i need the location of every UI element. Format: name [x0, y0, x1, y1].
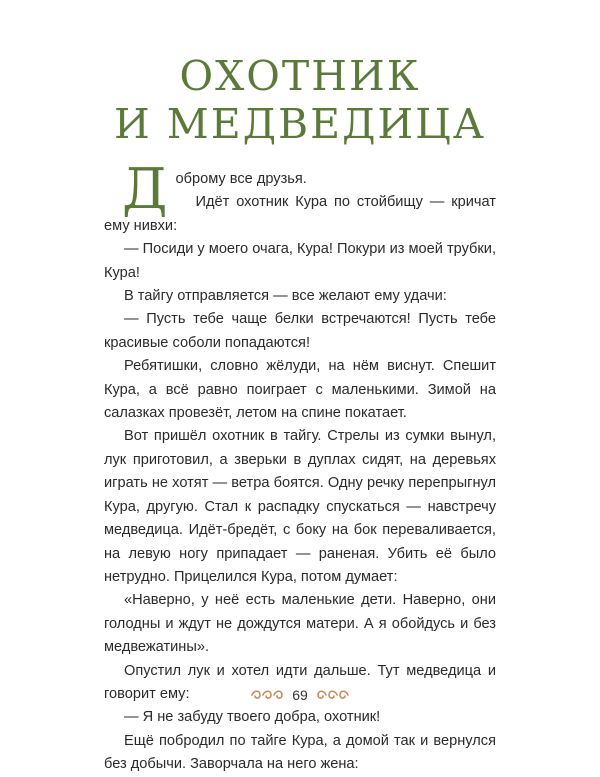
left-ornament-icon	[250, 688, 284, 702]
story-text	[104, 157, 496, 777]
paragraph: — Пусть тебе чаще белки встречаются! Пусть тебе красивые соболи попадаются!	[104, 311, 496, 351]
paragraph: — Посиди у моего очага, Кура! Покури из моей трубки, Кура!	[104, 241, 496, 281]
paragraph: Вот пришёл охотник в тайгу. Стрелы из сумки вынул, лук приготовил, а зверьки в дуплах сидят, на деревьях играть не хотят — ветра боятся. Одну речку перепрыгнул Кура, другую. Стал к распадку спускаться — навстречу медведица. Идёт-бредёт, с боку на бок переваливается, на левую ногу припадает — раненая. Убить её было нетрудно. Прицелился Кура, потом думает:	[104, 428, 496, 585]
title-line-1: ОХОТНИК	[179, 52, 421, 100]
paragraph-first-text: оброму все друзья.	[175, 171, 307, 187]
paragraph: «Наверно, у неё есть маленькие дети. Наверно, они голодны и ждут не дождутся матери. А я обойдусь и без медвежатины».	[104, 592, 496, 656]
paragraph: Ребятишки, словно жёлуди, на нём виснут. Спешит Кура, а всё равно поиграет с маленькими. Зимой на салазках провезёт, летом на спине покатает.	[104, 358, 496, 422]
paragraph: Идёт охотник Кура по стойбищу — кричат ему нивхи:	[104, 194, 496, 234]
page-footer	[0, 687, 600, 703]
right-ornament-icon	[316, 688, 350, 702]
story-title	[0, 52, 600, 148]
paragraph: Опустил лук и хотел идти дальше. Тут медведица и говорит ему:	[104, 662, 496, 702]
paragraph: В тайгу отправляется — все желают ему удачи:	[124, 288, 447, 305]
paragraph: Ещё побродил по тайге Кура, а домой так и вернулся без добычи. Заворчала на него жена:	[104, 732, 496, 773]
title-line-2: И МЕДВЕДИЦА	[114, 100, 486, 148]
paragraph: — Я не забуду твоего добра, охотник!	[124, 709, 381, 726]
drop-cap: Д	[122, 157, 168, 222]
page-number: 69	[292, 687, 308, 703]
